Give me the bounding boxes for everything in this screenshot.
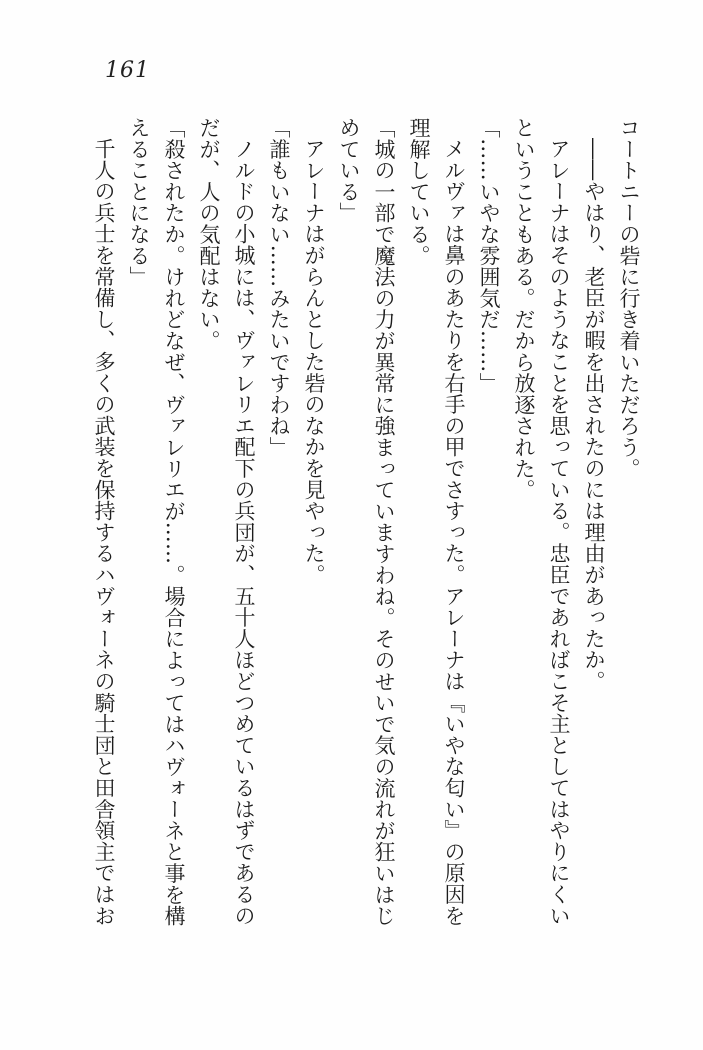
text-line: 千人の兵士を常備し、多くの武装を保持するハヴォーネの騎士団と田舎領主ではお (92, 138, 116, 927)
text-line: コートニーの砦に行き着いただろう。 (617, 117, 641, 480)
text-line: アレーナはそのようなことを思っている。忠臣であればこそ主としてはやりにくい (547, 138, 571, 927)
text-line: 「城の一部で魔法の力が異常に強まっていますわね。そのせいで気の流れが狂いはじ (372, 117, 396, 927)
text-line: 「殺されたか。けれどなぜ、ヴァレリエが……。場合によってはハヴォーネと事を構 (162, 117, 186, 927)
text-line: アレーナはがらんとした砦のなかを見やった。 (302, 138, 326, 586)
text-line: ノルドの小城には、ヴァレリエ配下の兵団が、五十人ほどつめているはずであるの (232, 138, 256, 927)
text-line: ――やはり、老臣が暇を出されたのには理由があったか。 (582, 138, 606, 692)
page-number: 161 (105, 58, 150, 83)
text-line: 「……いやな雰囲気だ……」 (477, 117, 501, 394)
text-block (86, 117, 646, 969)
text-line: めている」 (337, 117, 361, 224)
text-line: ということもある。だから放逐された。 (512, 117, 536, 501)
text-line: えることになる」 (127, 117, 151, 288)
text-line: 「誰もいない……みたいですわね」 (267, 117, 291, 458)
text-line: メルヴァは鼻のあたりを右手の甲でさすった。アレーナは『いやな匂い』の原因を (442, 138, 466, 927)
text-line: だが、人の気配はない。 (197, 117, 221, 352)
text-line: 理解している。 (407, 117, 431, 267)
